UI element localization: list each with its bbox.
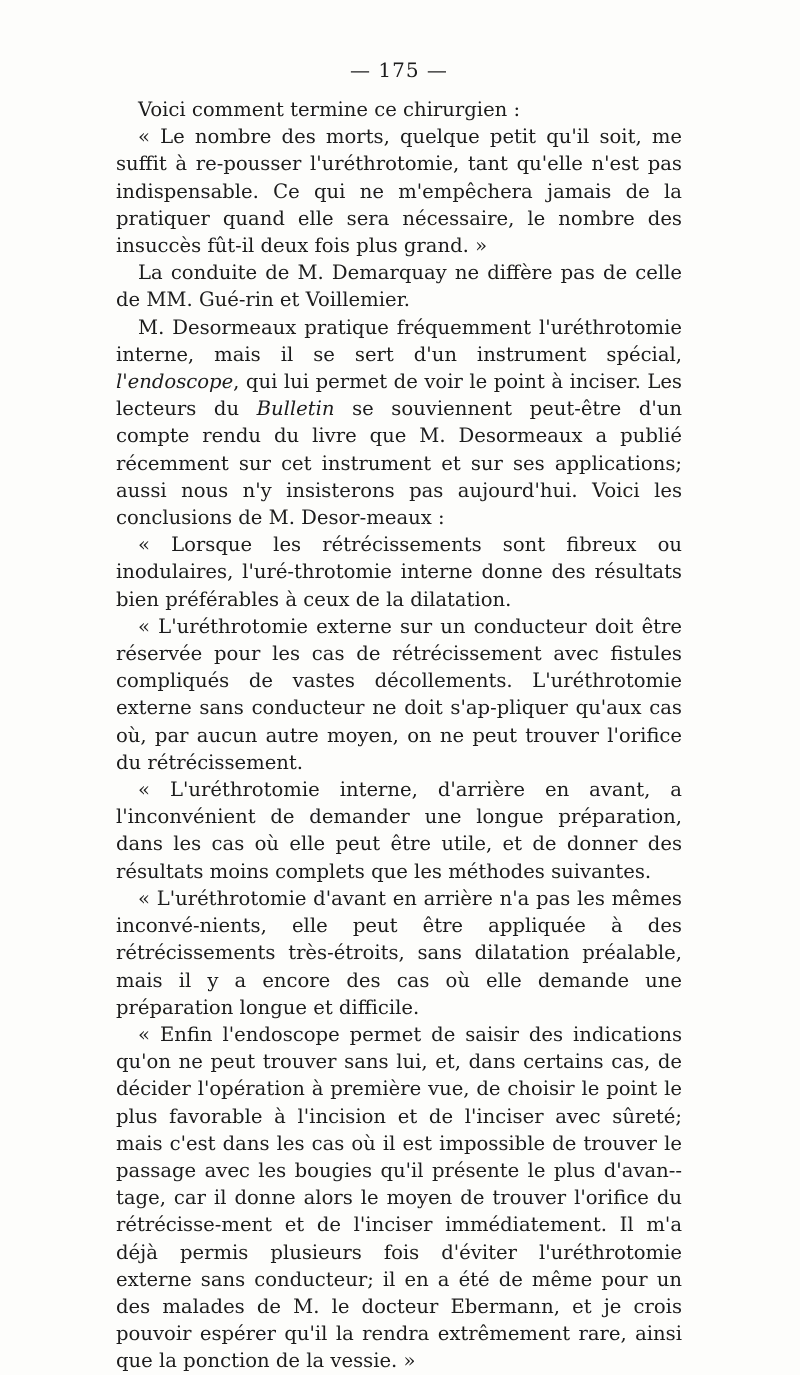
bulletin-title: Bulletin xyxy=(256,397,335,421)
paragraph-desormeaux xyxy=(116,314,682,532)
desormeaux-text-3: se souviennent peut-être d'un compte rendu du livre que M. Desormeaux a publié récemment sur cet instrument et sur ses applications; aussi nous n'y insisterons pas aujourd'hui. Voici les conclusions de M. Desor-meaux : xyxy=(116,397,682,530)
desormeaux-text-1: M. Desormeaux pratique fréquemment l'uréthrotomie interne, mais il se sert d'un instrument spécial, xyxy=(116,315,682,366)
paragraph-conclusion-interne: « L'uréthrotomie interne, d'arrière en avant, a l'inconvénient de demander une longue préparation, dans les cas où elle peut être utile, et de donner des résultats moins complets que les méthodes suivantes. xyxy=(116,778,682,883)
paragraph-demarquay: La conduite de M. Demarquay ne diffère pas de celle de MM. Gué-rin et Voillemier. xyxy=(116,261,682,312)
paragraph-conclusion-externe: « L'uréthrotomie externe sur un conducteur doit être réservée pour les cas de rétrécissement avec fistules compliqués de vastes décollements. L'uréthrotomie externe sans conducteur ne doit s'ap-pliquer qu'aux cas où, par aucun autre moyen, on ne peut trouver l'orifice du rétrécissement. xyxy=(116,614,682,774)
paragraph-quote-morts: « Le nombre des morts, quelque petit qu'il soit, me suffit à re-pousser l'uréthrotomie, tant qu'elle n'est pas indispensable. Ce qui ne m'empêchera jamais de la pratiquer quand elle sera nécessaire, le nombre des insuccès fût-il deux fois plus grand. » xyxy=(116,125,682,258)
page-number: — 175 — xyxy=(350,58,448,82)
paragraph-conclusion-avant-arriere: « L'uréthrotomie d'avant en arrière n'a pas les mêmes inconvé-nients, elle peut être appliquée à des rétrécissements très-étroits, sans dilatation préalable, mais il y a encore des cas où elle demande une préparation longue et difficile. xyxy=(116,886,682,1019)
paragraph-intro: Voici comment termine ce chirurgien : xyxy=(138,98,521,121)
paragraph-conclusion-fibreux: « Lorsque les rétrécissements sont fibreux ou inodulaires, l'uré-throtomie interne donne des résultats bien préférables à ceux de la dilatation. xyxy=(116,533,682,611)
desormeaux-text-2: , qui lui permet de voir le point à inciser. Les lecteurs du xyxy=(116,370,682,421)
endoscope-term: l'endoscope xyxy=(116,370,234,394)
paragraph-conclusion-endoscope: « Enfin l'endoscope permet de saisir des indications qu'on ne peut trouver sans lui, et, dans certains cas, de décider l'opération à première vue, de choisir le point le plus favorable à l'incision et de l'inciser avec sûreté; mais c'est dans les cas où il est impossible de trouver le passage avec les bougies qu'il présente le plus d'avan-tage, car il donne alors le moyen de trouver l'orifice du rétrécisse-ment et de l'inciser immédiatement. Il m'a déjà permis plusieurs fois d'éviter l'uréthrotomie externe sans conducteur; il en a été de même pour un des malades de M. le docteur Ebermann, et je crois pouvoir espérer qu'il la rendra extrêmement rare, ainsi que la ponction de la vessie. » xyxy=(116,1022,682,1373)
